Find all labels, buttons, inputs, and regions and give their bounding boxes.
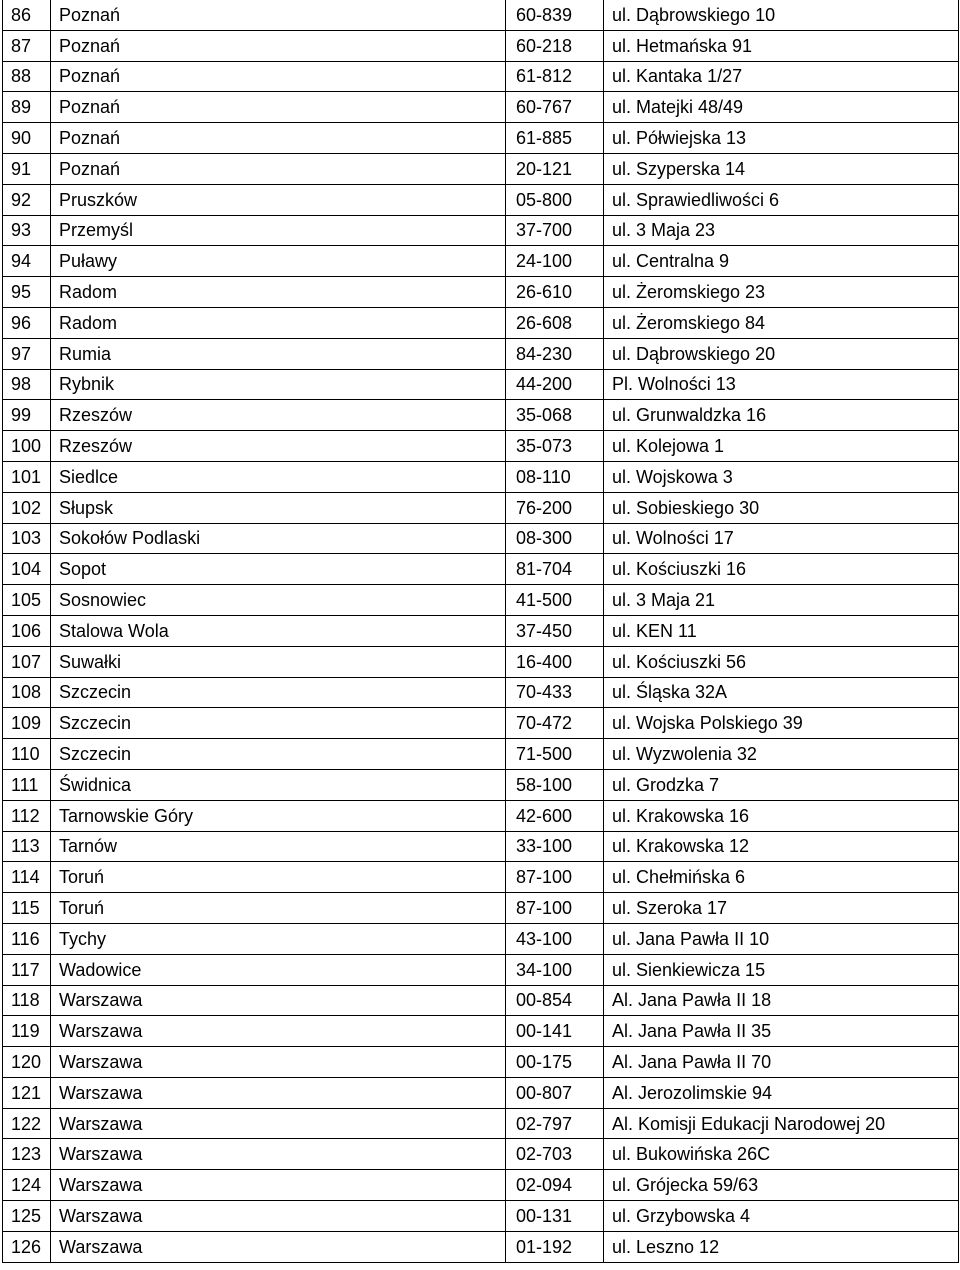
table-body [3, 0, 959, 1262]
row-number-cell: 102 [3, 492, 51, 523]
table-row [3, 646, 959, 677]
row-number-cell: 123 [3, 1139, 51, 1170]
city-cell: Poznań [51, 30, 506, 61]
address-cell: ul. 3 Maja 21 [604, 585, 959, 616]
city-cell: Poznań [51, 92, 506, 123]
table-row [3, 769, 959, 800]
city-cell: Rzeszów [51, 400, 506, 431]
row-number-cell: 105 [3, 585, 51, 616]
city-cell: Sosnowiec [51, 585, 506, 616]
table-row [3, 492, 959, 523]
postal-code-cell: 43-100 [506, 923, 604, 954]
table-row [3, 1108, 959, 1139]
address-cell: ul. Grzybowska 4 [604, 1201, 959, 1232]
address-cell: ul. Kościuszki 56 [604, 646, 959, 677]
table-row [3, 153, 959, 184]
row-number-cell: 117 [3, 954, 51, 985]
address-cell: ul. Grodzka 7 [604, 769, 959, 800]
table-row [3, 1170, 959, 1201]
address-cell: ul. Dąbrowskiego 10 [604, 0, 959, 30]
postal-code-cell: 70-433 [506, 677, 604, 708]
postal-code-cell: 05-800 [506, 184, 604, 215]
city-cell: Sokołów Podlaski [51, 523, 506, 554]
postal-code-cell: 26-610 [506, 277, 604, 308]
table-row [3, 461, 959, 492]
row-number-cell: 91 [3, 153, 51, 184]
table-row [3, 184, 959, 215]
row-number-cell: 109 [3, 708, 51, 739]
postal-code-cell: 02-094 [506, 1170, 604, 1201]
table-row [3, 431, 959, 462]
table-row [3, 862, 959, 893]
table-row [3, 1139, 959, 1170]
postal-code-cell: 01-192 [506, 1231, 604, 1262]
city-cell: Warszawa [51, 1047, 506, 1078]
city-cell: Radom [51, 307, 506, 338]
postal-code-cell: 60-839 [506, 0, 604, 30]
city-cell: Sopot [51, 554, 506, 585]
row-number-cell: 126 [3, 1231, 51, 1262]
row-number-cell: 95 [3, 277, 51, 308]
postal-code-cell: 35-073 [506, 431, 604, 462]
city-cell: Puławy [51, 246, 506, 277]
table-row [3, 277, 959, 308]
row-number-cell: 98 [3, 369, 51, 400]
city-cell: Szczecin [51, 708, 506, 739]
city-cell: Tarnowskie Góry [51, 800, 506, 831]
table-row [3, 954, 959, 985]
table-row [3, 369, 959, 400]
city-cell: Słupsk [51, 492, 506, 523]
postal-code-cell: 61-812 [506, 61, 604, 92]
row-number-cell: 125 [3, 1201, 51, 1232]
row-number-cell: 124 [3, 1170, 51, 1201]
city-cell: Radom [51, 277, 506, 308]
city-cell: Warszawa [51, 1170, 506, 1201]
branch-list-table [2, 0, 959, 1263]
row-number-cell: 88 [3, 61, 51, 92]
table-row [3, 554, 959, 585]
row-number-cell: 99 [3, 400, 51, 431]
table-row [3, 123, 959, 154]
postal-code-cell: 81-704 [506, 554, 604, 585]
city-cell: Poznań [51, 123, 506, 154]
city-cell: Warszawa [51, 1201, 506, 1232]
postal-code-cell: 08-110 [506, 461, 604, 492]
postal-code-cell: 87-100 [506, 893, 604, 924]
city-cell: Warszawa [51, 1139, 506, 1170]
table-row [3, 0, 959, 30]
postal-code-cell: 02-797 [506, 1108, 604, 1139]
row-number-cell: 107 [3, 646, 51, 677]
postal-code-cell: 08-300 [506, 523, 604, 554]
table-row [3, 338, 959, 369]
table-row [3, 739, 959, 770]
postal-code-cell: 35-068 [506, 400, 604, 431]
row-number-cell: 94 [3, 246, 51, 277]
city-cell: Świdnica [51, 769, 506, 800]
postal-code-cell: 20-121 [506, 153, 604, 184]
city-cell: Wadowice [51, 954, 506, 985]
row-number-cell: 89 [3, 92, 51, 123]
address-cell: ul. Grójecka 59/63 [604, 1170, 959, 1201]
table-row [3, 985, 959, 1016]
table-row [3, 61, 959, 92]
row-number-cell: 113 [3, 831, 51, 862]
address-cell: ul. Sobieskiego 30 [604, 492, 959, 523]
postal-code-cell: 00-131 [506, 1201, 604, 1232]
postal-code-cell: 00-807 [506, 1077, 604, 1108]
city-cell: Siedlce [51, 461, 506, 492]
address-cell: ul. Grunwaldzka 16 [604, 400, 959, 431]
row-number-cell: 122 [3, 1108, 51, 1139]
row-number-cell: 87 [3, 30, 51, 61]
row-number-cell: 116 [3, 923, 51, 954]
city-cell: Toruń [51, 862, 506, 893]
address-cell: ul. Szeroka 17 [604, 893, 959, 924]
row-number-cell: 86 [3, 0, 51, 30]
row-number-cell: 93 [3, 215, 51, 246]
postal-code-cell: 76-200 [506, 492, 604, 523]
city-cell: Warszawa [51, 1108, 506, 1139]
row-number-cell: 111 [3, 769, 51, 800]
postal-code-cell: 44-200 [506, 369, 604, 400]
address-cell: ul. Chełmińska 6 [604, 862, 959, 893]
address-cell: ul. Żeromskiego 23 [604, 277, 959, 308]
city-cell: Rybnik [51, 369, 506, 400]
city-cell: Poznań [51, 153, 506, 184]
row-number-cell: 104 [3, 554, 51, 585]
table-row [3, 307, 959, 338]
city-cell: Stalowa Wola [51, 615, 506, 646]
postal-code-cell: 26-608 [506, 307, 604, 338]
city-cell: Toruń [51, 893, 506, 924]
address-cell: Al. Jana Pawła II 70 [604, 1047, 959, 1078]
city-cell: Suwałki [51, 646, 506, 677]
city-cell: Przemyśl [51, 215, 506, 246]
address-cell: ul. Sienkiewicza 15 [604, 954, 959, 985]
postal-code-cell: 24-100 [506, 246, 604, 277]
address-cell: ul. Kolejowa 1 [604, 431, 959, 462]
city-cell: Poznań [51, 61, 506, 92]
table-row [3, 800, 959, 831]
address-cell: ul. Wojska Polskiego 39 [604, 708, 959, 739]
table-row [3, 708, 959, 739]
row-number-cell: 115 [3, 893, 51, 924]
address-cell: ul. Wojskowa 3 [604, 461, 959, 492]
postal-code-cell: 58-100 [506, 769, 604, 800]
address-cell: ul. Matejki 48/49 [604, 92, 959, 123]
row-number-cell: 110 [3, 739, 51, 770]
row-number-cell: 92 [3, 184, 51, 215]
row-number-cell: 119 [3, 1016, 51, 1047]
address-cell: ul. Śląska 32A [604, 677, 959, 708]
postal-code-cell: 00-175 [506, 1047, 604, 1078]
table-row [3, 92, 959, 123]
table-row [3, 1201, 959, 1232]
row-number-cell: 108 [3, 677, 51, 708]
city-cell: Szczecin [51, 739, 506, 770]
address-cell: ul. Dąbrowskiego 20 [604, 338, 959, 369]
address-cell: ul. Leszno 12 [604, 1231, 959, 1262]
postal-code-cell: 34-100 [506, 954, 604, 985]
address-cell: ul. Półwiejska 13 [604, 123, 959, 154]
city-cell: Poznań [51, 0, 506, 30]
table-row [3, 615, 959, 646]
address-cell: Al. Jerozolimskie 94 [604, 1077, 959, 1108]
table-row [3, 893, 959, 924]
row-number-cell: 106 [3, 615, 51, 646]
address-cell: Al. Jana Pawła II 35 [604, 1016, 959, 1047]
table-row [3, 677, 959, 708]
row-number-cell: 120 [3, 1047, 51, 1078]
table-row [3, 400, 959, 431]
postal-code-cell: 00-854 [506, 985, 604, 1016]
address-cell: ul. Kościuszki 16 [604, 554, 959, 585]
address-cell: Pl. Wolności 13 [604, 369, 959, 400]
table-row [3, 523, 959, 554]
city-cell: Warszawa [51, 1077, 506, 1108]
city-cell: Tychy [51, 923, 506, 954]
postal-code-cell: 02-703 [506, 1139, 604, 1170]
address-cell: ul. Wyzwolenia 32 [604, 739, 959, 770]
row-number-cell: 118 [3, 985, 51, 1016]
city-cell: Warszawa [51, 1231, 506, 1262]
address-cell: ul. Jana Pawła II 10 [604, 923, 959, 954]
address-cell: Al. Komisji Edukacji Narodowej 20 [604, 1108, 959, 1139]
table-row [3, 1077, 959, 1108]
postal-code-cell: 37-700 [506, 215, 604, 246]
address-cell: ul. KEN 11 [604, 615, 959, 646]
address-cell: ul. Wolności 17 [604, 523, 959, 554]
city-cell: Rumia [51, 338, 506, 369]
row-number-cell: 96 [3, 307, 51, 338]
address-cell: ul. Centralna 9 [604, 246, 959, 277]
table-row [3, 1231, 959, 1262]
address-cell: ul. Bukowińska 26C [604, 1139, 959, 1170]
postal-code-cell: 70-472 [506, 708, 604, 739]
city-cell: Tarnów [51, 831, 506, 862]
address-cell: ul. Żeromskiego 84 [604, 307, 959, 338]
address-cell: ul. Szyperska 14 [604, 153, 959, 184]
postal-code-cell: 71-500 [506, 739, 604, 770]
postal-code-cell: 41-500 [506, 585, 604, 616]
postal-code-cell: 60-218 [506, 30, 604, 61]
postal-code-cell: 16-400 [506, 646, 604, 677]
table-row [3, 1047, 959, 1078]
city-cell: Warszawa [51, 1016, 506, 1047]
postal-code-cell: 42-600 [506, 800, 604, 831]
table-row [3, 831, 959, 862]
address-cell: ul. Sprawiedliwości 6 [604, 184, 959, 215]
row-number-cell: 90 [3, 123, 51, 154]
address-cell: ul. 3 Maja 23 [604, 215, 959, 246]
postal-code-cell: 87-100 [506, 862, 604, 893]
table-row [3, 585, 959, 616]
branch-list-table-container [2, 0, 958, 1263]
postal-code-cell: 60-767 [506, 92, 604, 123]
city-cell: Warszawa [51, 985, 506, 1016]
postal-code-cell: 37-450 [506, 615, 604, 646]
postal-code-cell: 61-885 [506, 123, 604, 154]
postal-code-cell: 00-141 [506, 1016, 604, 1047]
city-cell: Szczecin [51, 677, 506, 708]
row-number-cell: 100 [3, 431, 51, 462]
table-row [3, 1016, 959, 1047]
row-number-cell: 112 [3, 800, 51, 831]
address-cell: ul. Hetmańska 91 [604, 30, 959, 61]
row-number-cell: 103 [3, 523, 51, 554]
postal-code-cell: 33-100 [506, 831, 604, 862]
address-cell: ul. Kantaka 1/27 [604, 61, 959, 92]
table-row [3, 246, 959, 277]
address-cell: ul. Krakowska 12 [604, 831, 959, 862]
table-row [3, 923, 959, 954]
address-cell: ul. Krakowska 16 [604, 800, 959, 831]
postal-code-cell: 84-230 [506, 338, 604, 369]
row-number-cell: 121 [3, 1077, 51, 1108]
table-row [3, 30, 959, 61]
row-number-cell: 101 [3, 461, 51, 492]
table-row [3, 215, 959, 246]
city-cell: Pruszków [51, 184, 506, 215]
city-cell: Rzeszów [51, 431, 506, 462]
row-number-cell: 97 [3, 338, 51, 369]
address-cell: Al. Jana Pawła II 18 [604, 985, 959, 1016]
row-number-cell: 114 [3, 862, 51, 893]
